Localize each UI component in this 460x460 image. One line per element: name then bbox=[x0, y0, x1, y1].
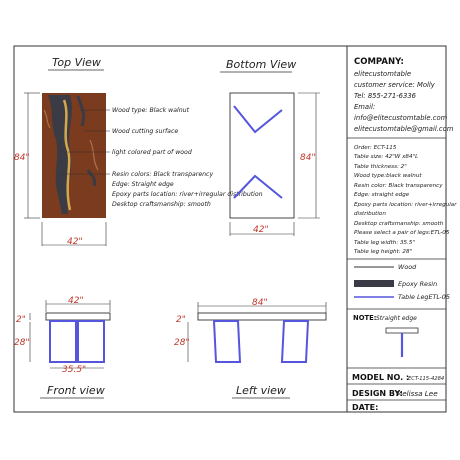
legend-leg-label: Table LegETL-05 bbox=[398, 293, 450, 301]
company-heading: COMPANY: bbox=[354, 57, 404, 67]
front-view-legs bbox=[50, 321, 104, 362]
front-view-tabletop bbox=[46, 313, 110, 320]
spec-line: Table leg width: 35.5" bbox=[354, 240, 416, 246]
callout-resin-color: Resin colors: Black transparency bbox=[112, 171, 214, 178]
left-view-tabletop bbox=[198, 313, 326, 320]
legend-resin-label: Epoxy Resin bbox=[398, 280, 438, 288]
spec-line: Table leg height: 28" bbox=[354, 249, 413, 255]
model-label: MODEL NO. : bbox=[352, 373, 410, 382]
model-value: ECT-115-4284 bbox=[408, 376, 445, 382]
company-line: info@elitecustomtable.com bbox=[354, 114, 448, 122]
spec-line: Resin color: Black transparency bbox=[354, 183, 443, 189]
left-view-title: Left view bbox=[236, 384, 286, 397]
spec-line: Table thickness: 2" bbox=[354, 164, 407, 170]
front-view-dimension-lines bbox=[30, 300, 110, 368]
front-view-thickness-dim: 2" bbox=[16, 315, 26, 325]
spec-line: Order: ECT-115 bbox=[354, 145, 397, 151]
company-line: customer service: Molly bbox=[354, 81, 435, 89]
note-value: Straight edge bbox=[376, 315, 417, 322]
spec-line: Edge: straight edge bbox=[354, 192, 410, 198]
spec-line: Epoxy parts location: river+irregular bbox=[354, 202, 457, 208]
spec-list bbox=[354, 145, 457, 255]
design-value: Melissa Lee bbox=[396, 389, 438, 398]
legend-resin-swatch bbox=[354, 280, 394, 287]
legend-wood-label: Wood bbox=[398, 263, 417, 271]
top-view-title: Top View bbox=[52, 56, 101, 69]
front-view-title: Front view bbox=[47, 384, 105, 397]
left-view-thickness-dim: 2" bbox=[176, 315, 186, 325]
legend bbox=[354, 263, 450, 301]
bottom-view-width-dim: 42" bbox=[253, 225, 269, 235]
spec-line: distribution bbox=[354, 211, 386, 217]
callout-edge: Edge: Straight edge bbox=[112, 181, 174, 188]
callout-epoxy-location: Epoxy parts location: river+irregular distribution bbox=[112, 191, 263, 198]
front-view-height-dim: 28" bbox=[14, 338, 30, 348]
left-view-dimension-lines bbox=[188, 302, 326, 362]
spec-line: Please select a pair of legs:ETL-05 bbox=[354, 230, 450, 236]
company-info bbox=[354, 70, 454, 133]
date-label: DATE: bbox=[352, 403, 379, 412]
company-line: elitecustomtable bbox=[354, 70, 412, 78]
company-line: Email: bbox=[354, 103, 376, 111]
design-label: DESIGN BY: bbox=[352, 389, 403, 398]
top-view-width-dim: 42" bbox=[67, 237, 83, 247]
callout-light-wood: light colored part of wood bbox=[112, 149, 192, 156]
spec-line: Table size: 42"W x84"L bbox=[354, 154, 419, 160]
spec-line: Desktop craftsmanship: smooth bbox=[354, 221, 444, 227]
callout-wood-type: Wood type: Black walnut bbox=[112, 107, 190, 114]
bottom-view-legs bbox=[234, 106, 282, 198]
edge-profile-sketch bbox=[386, 328, 418, 357]
top-view-length-dim: 84" bbox=[14, 153, 30, 163]
front-view-width-dim: 42" bbox=[68, 296, 84, 306]
callout-cutting-surface: Wood cutting surface bbox=[112, 128, 179, 135]
bottom-view-title: Bottom View bbox=[226, 58, 297, 71]
company-line: Tel: 855-271-6336 bbox=[354, 92, 416, 100]
front-view-leg-width-dim: 35.5" bbox=[62, 365, 87, 375]
spec-line: Wood type:black walnut bbox=[354, 173, 422, 179]
left-view-height-dim: 28" bbox=[174, 338, 190, 348]
top-view-tabletop bbox=[42, 93, 106, 218]
callout-craftsmanship: Desktop craftsmanship: smooth bbox=[112, 201, 211, 208]
company-line: elitecustomtable@gmail.com bbox=[354, 125, 454, 133]
left-view-legs bbox=[214, 321, 308, 362]
note-label: NOTE: bbox=[353, 314, 377, 322]
left-view-length-dim: 84" bbox=[252, 298, 268, 308]
bottom-view-length-dim: 84" bbox=[300, 153, 316, 163]
